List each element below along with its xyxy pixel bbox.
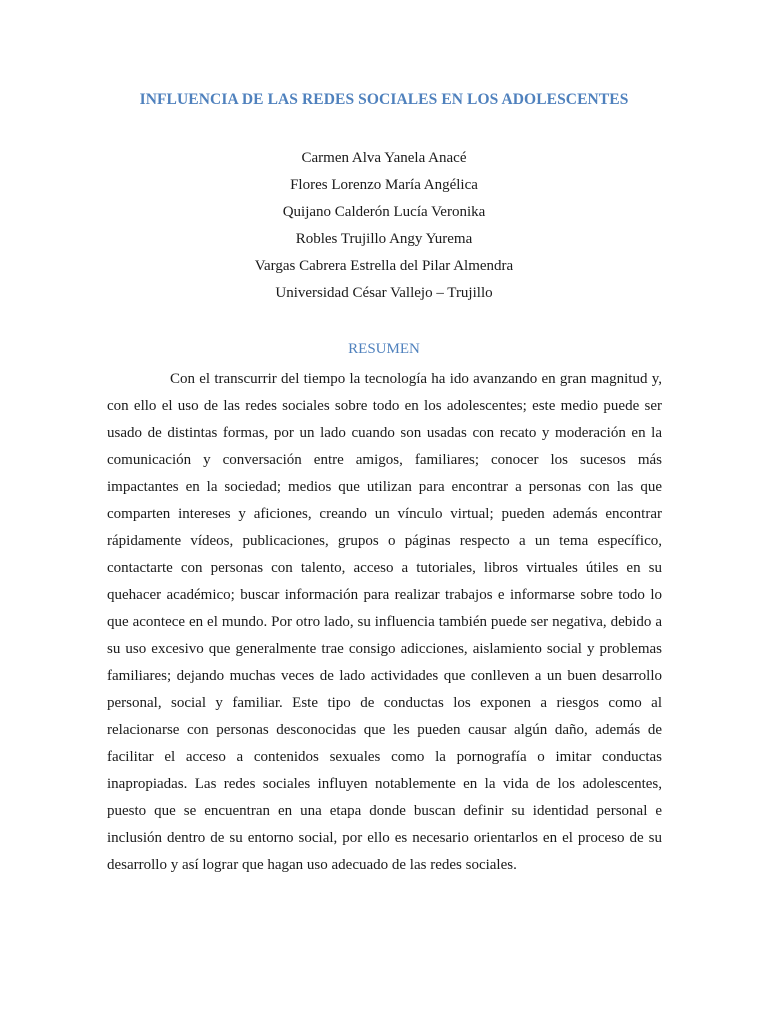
abstract-heading: RESUMEN — [348, 341, 420, 357]
affiliation: Universidad César Vallejo – Trujillo — [275, 285, 493, 301]
author-name: Robles Trujillo Angy Yurema — [295, 231, 473, 247]
author-name: Vargas Cabrera Estrella del Pilar Almendra — [254, 258, 514, 274]
abstract-paragraph: Con el transcurrir del tiempo la tecnología ha ido avanzando en gran magnitud y, con ello el uso de las redes sociales sobre todo en los adolescentes; este medio puede ser usado de distintas formas, por un lado cuando son usadas con recato y moderación en la comunicación y conversación entre amigos, familiares; conocer los sucesos más impactantes en la sociedad; medios que utilizan para encontrar a personas con las que comparten intereses y aficiones, creando un vínculo virtual; pueden además encontrar rápidamente vídeos, publicaciones, grupos o páginas respecto a un tema específico, contactarte con personas con talento, acceso a tutoriales, libros virtuales útiles en su quehacer académico; buscar información para realizar trabajos e informarse sobre todo lo que acontece en el mundo. Por otro lado, su influencia también puede ser negativa, debido a su uso excesivo que generalmente trae consigo adicciones, aislamiento social y problemas familiares; dejando muchas veces de lado actividades que conlleven a un buen desarrollo personal, social y familiar. Este tipo de conductas los exponen a riesgos como al relacionarse con personas desconocidas que les pueden causar algún daño, además de facilitar el acceso a contenidos sexuales como la pornografía o imitar conductas inapropiadas. Las redes sociales influyen notablemente en la vida de los adolescentes, puesto que se encuentran en una etapa donde buscan definir su identidad personal e inclusión dentro de su entorno social, por ello es necesario orientarlos en el proceso de su desarrollo y así lograr que hagan uso adecuado de las redes sociales. — [107, 371, 662, 873]
author-name: Quijano Calderón Lucía Veronika — [282, 204, 486, 220]
document-title: INFLUENCIA DE LAS REDES SOCIALES EN LOS ADOLESCENTES — [139, 91, 629, 108]
author-name: Flores Lorenzo María Angélica — [290, 177, 478, 193]
author-list — [0, 148, 768, 310]
author-name: Carmen Alva Yanela Anacé — [301, 150, 467, 166]
